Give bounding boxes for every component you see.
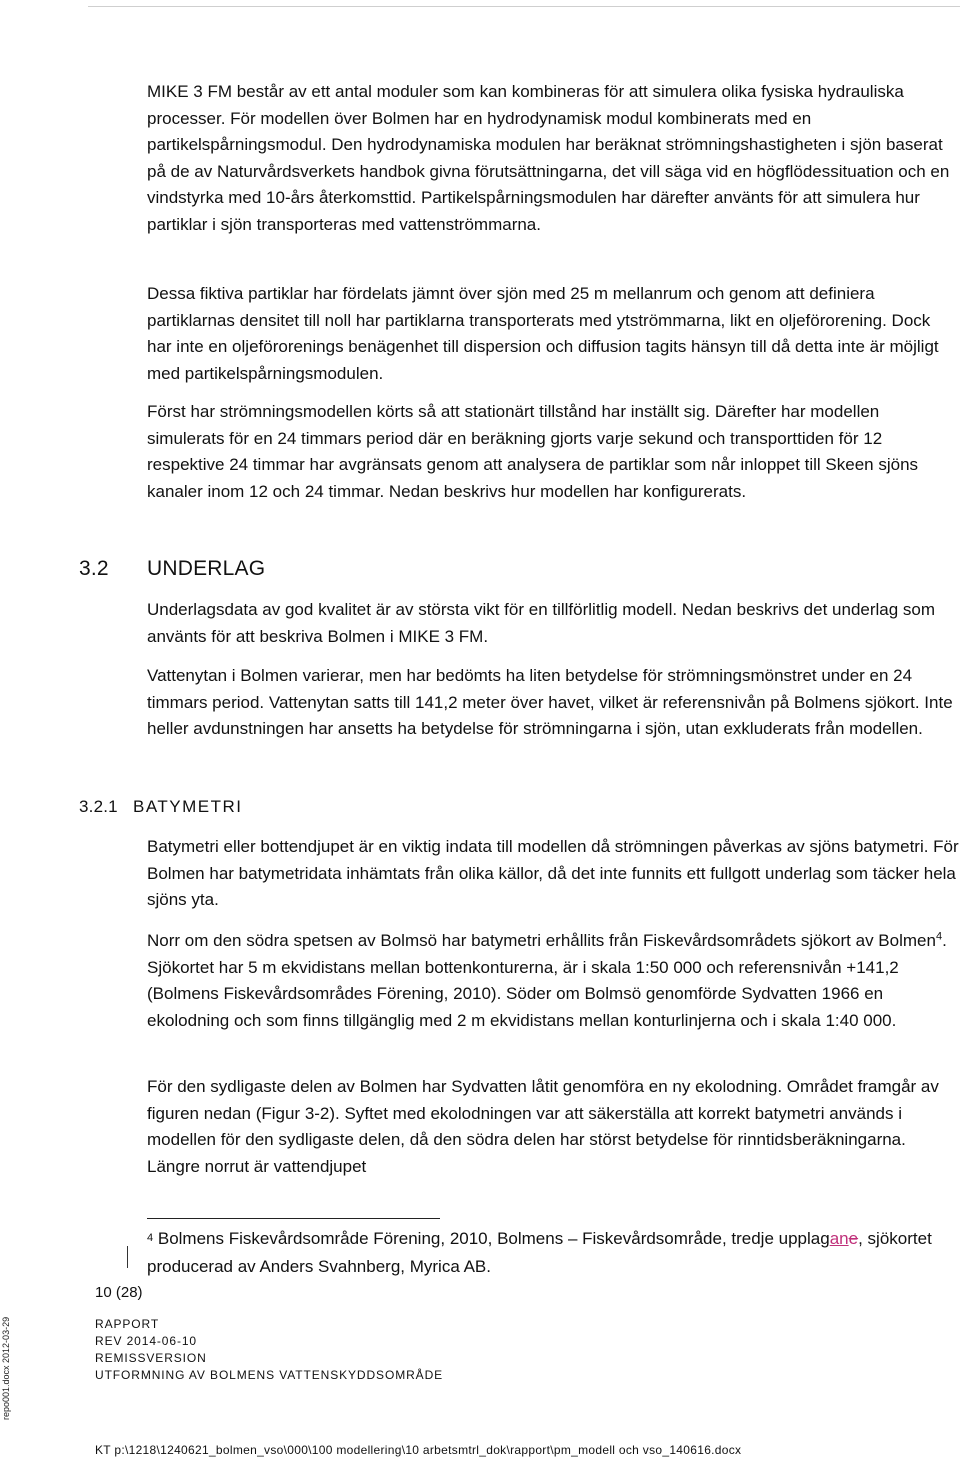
report-info [95,1316,443,1384]
footnote-text-after: , sjökortet producerad av Anders Svahnberg, Myrica AB. [147,1229,932,1276]
header-rule [88,6,960,7]
page-number: 10 (28) [95,1284,143,1301]
intro-paragraph-2: Dessa fiktiva partiklar har fördelats jämnt över sjön med 25 m mellanrum och genom att definiera partiklarnas densitet till noll har partiklarna transporterats med ytströmmarna, likt en oljeförorening. Dock har inte en oljeförorenings benägenhet till dispersion och diffusion tagits hänsyn till då detta inte är möjligt med partikelspårningsmodulen. [147,284,939,383]
intro-paragraph-1: MIKE 3 FM består av ett antal moduler som kan kombineras för att simulera olika fysiska hydrauliska processer. För modellen över Bolmen har en hydrodynamisk modul kombinerats med en partikelspårningsmodul. Den hydrodynamiska modulen har beräknat strömningshastigheten i sjön baserat på de av Naturvårdsverkets handbok givna förutsättningarna, det vill säga vid en högflödessituation och en vindstyrka med 10-års återkomsttid. Partikelspårningsmodulen har därefter använts för att simulera hur partiklar i sjön transporteras med vattenströmmarna. [147,82,950,234]
batymetri-paragraph-3: För den sydligaste delen av Bolmen har Sydvatten låtit genomföra en ny ekolodning. Området framgår av figuren nedan (Figur 3-2). Syftet med ekolodningen var att säkerställa att korrekt batymetri används i modellen för den sydligaste delen, då den södra delen har störst betydelse för rinntidsberäkningarna. Längre norrut är vattendjupet [147,1077,939,1176]
report-revision: REV 2014-06-10 [95,1334,197,1348]
footnote-number: 4 [147,1232,154,1244]
intro-paragraph-3: Först har strömningsmodellen körts så att stationärt tillstånd har inställt sig. Därefter har modellen simulerats för en 24 timmars period där en beräkning gjorts varje sekund och transporttiden för 12 respektive 24 timmar har avgränsats genom att analysera de partiklar som når inloppet till Skeen sjöns kanaler inom 12 och 24 timmar. Nedan beskrivs hur modellen har konfigurerats. [147,402,919,501]
underlag-paragraph-1: Underlagsdata av god kvalitet är av största vikt för en tillförlitlig modell. Nedan beskrivs det underlag som använts för att beskriva Bolmen i MIKE 3 FM. [147,600,936,646]
report-type: RAPPORT [95,1317,160,1331]
footnote-reference[interactable]: 4 [935,930,943,943]
report-title: UTFORMNING AV BOLMENS VATTENSKYDDSOMRÅDE [95,1368,444,1382]
subsection-title: BATYMETRI [133,797,243,816]
template-id: repo001.docx 2012-03-29 [1,1316,11,1420]
subsection-number: 3.2.1 [79,797,118,816]
batymetri-p2-before: Norr om den södra spetsen av Bolmsö har batymetri erhållits från Fiskevårdsområdets sjökort av Bolmen [147,931,936,950]
tracked-deletion: e [848,1229,859,1248]
footnote-separator [147,1218,440,1219]
batymetri-p2-after: . Sjökortet har 5 m ekvidistans mellan bottenkonturerna, är i skala 1:50 000 och referensnivån +141,2 (Bolmens Fiskevårdsområdes Förening, 2010). Söder om Bolmsö genomförde Sydvatten 1966 en ekolodning och som finns tillgänglig med 2 m ekvidistans mellan konturlinjerna och i skala 1:40 000. [147,931,947,1030]
section-number: 3.2 [79,557,109,580]
section-title: UNDERLAG [147,557,266,580]
batymetri-paragraph-2 [147,928,959,1034]
footnote-text-before: Bolmens Fiskevårdsområde Förening, 2010, Bolmens – Fiskevårdsområde, tredje upplag [157,1229,830,1248]
file-path: KT p:\1218\1240621_bolmen_vso\000\100 modellering\10 arbetsmtrl_dok\rapport\pm_modell och vso_140616.docx [95,1443,742,1457]
underlag-paragraph-2: Vattenytan i Bolmen varierar, men har bedömts ha liten betydelse för strömningsmönstret under en 24 timmars period. Vattenytan satts till 141,2 meter över havet, vilket är referensnivån på Bolmens sjökort. Inte heller avdunstningen har ansetts ha betydelse för strömningarna i sjön, utan exkluderats från modellen. [147,666,953,738]
change-bar [127,1246,128,1268]
footnote [147,1226,947,1279]
tracked-insertion: an [829,1229,849,1248]
batymetri-paragraph-1: Batymetri eller bottendjupet är en viktig indata till modellen då strömningen påverkas av sjöns batymetri. För Bolmen har batymetridata inhämtats från olika källor, då det inte funnits ett fullgott underlag som täcker hela sjöns yta. [147,837,959,909]
report-version: REMISSVERSION [95,1351,207,1365]
